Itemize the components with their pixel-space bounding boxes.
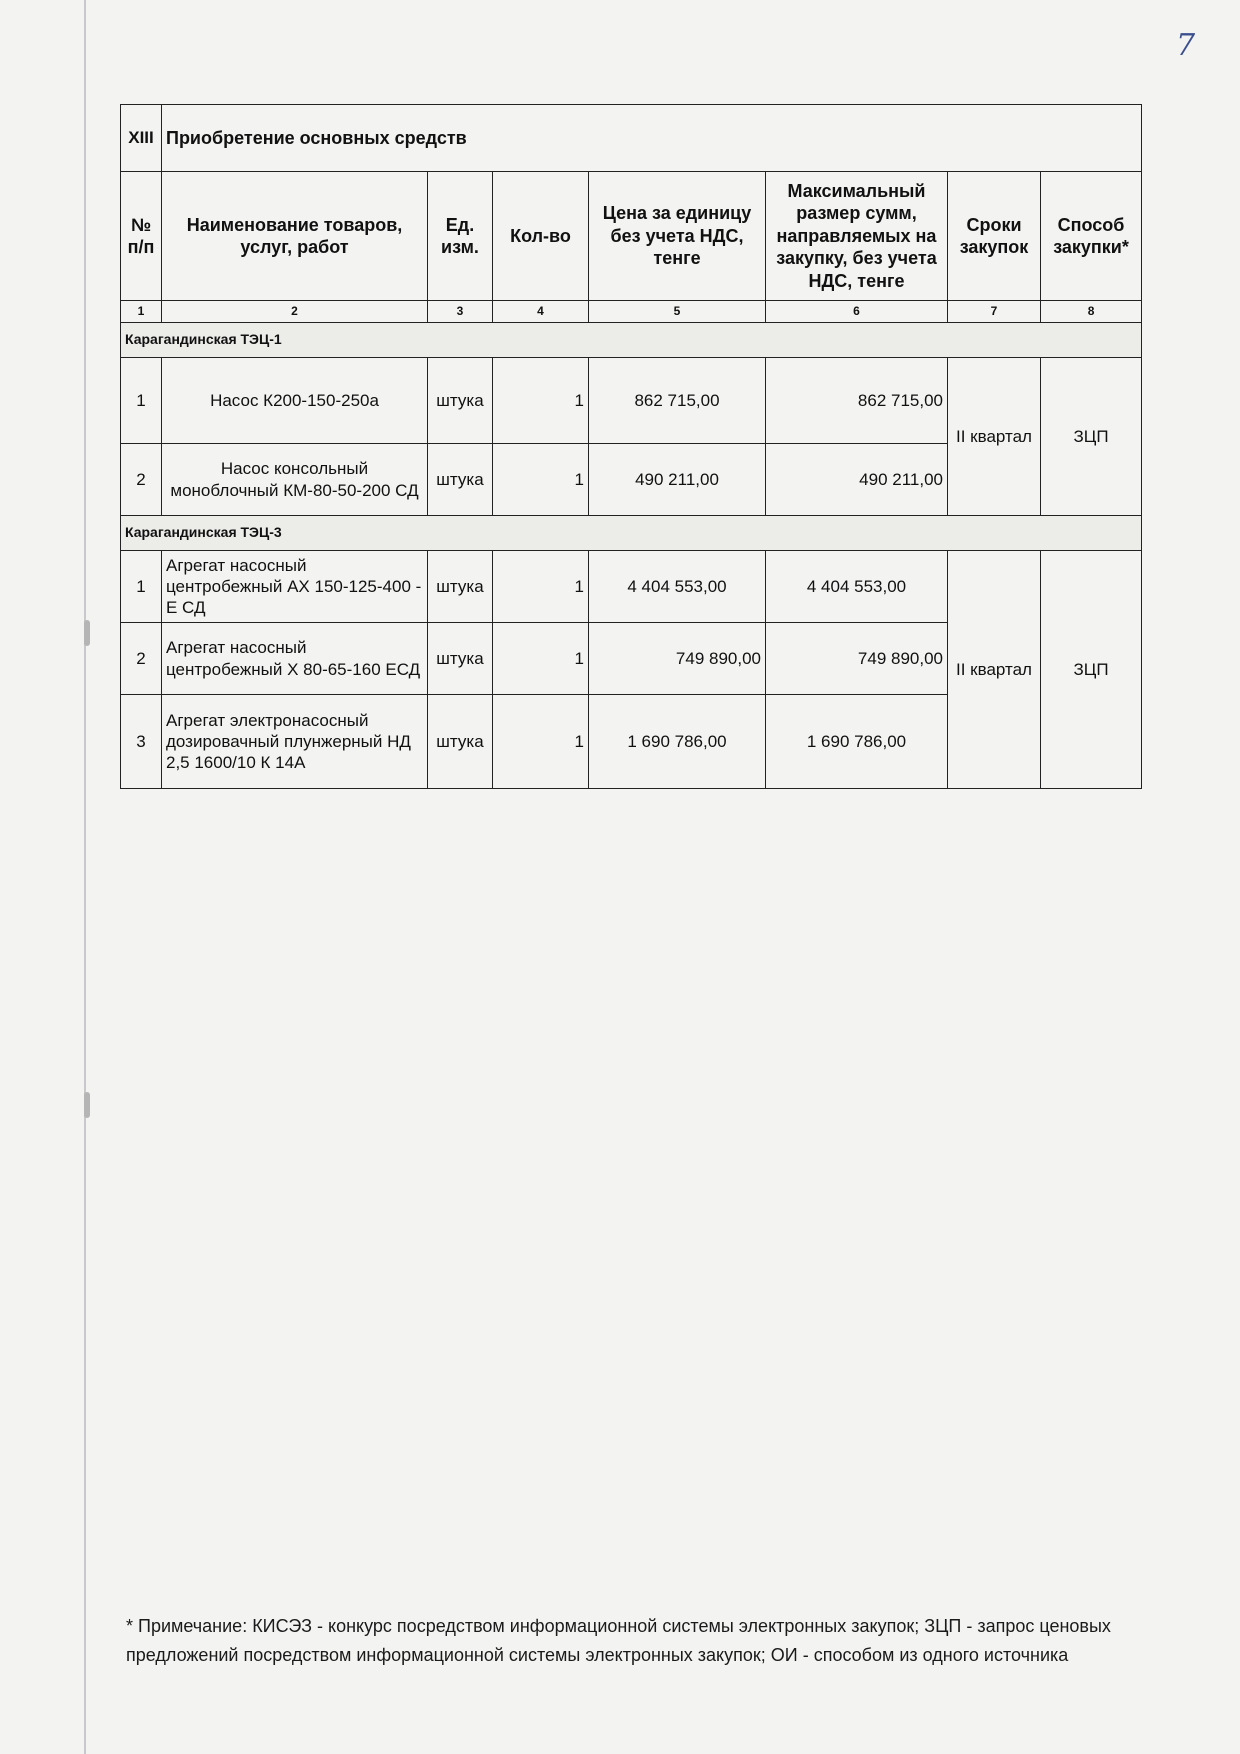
quantity: 1: [493, 551, 589, 623]
procurement-period: II квартал: [948, 358, 1041, 516]
row-number: 1: [121, 358, 162, 444]
max-sum: 4 404 553,00: [766, 551, 948, 623]
header-cell: Максимальный размер сумм, направляемых на закупку, без учета НДС, тенге: [766, 172, 948, 301]
table-row: [121, 358, 1142, 444]
header-cell: № п/п: [121, 172, 162, 301]
header-cell: Цена за единицу без учета НДС, тенге: [589, 172, 766, 301]
item-name: Агрегат насосный центробежный Х 80-65-160 ЕСД: [162, 623, 428, 695]
header-row: [121, 172, 1142, 301]
column-number-row: [121, 301, 1142, 323]
group-name: Карагандинская ТЭЦ-1: [121, 323, 1142, 358]
max-sum: 1 690 786,00: [766, 695, 948, 789]
item-name: Насос консольный моноблочный КМ-80-50-200 СД: [162, 444, 428, 516]
max-sum: 862 715,00: [766, 358, 948, 444]
row-number: 2: [121, 444, 162, 516]
column-number: 8: [1041, 301, 1142, 323]
group-name: Карагандинская ТЭЦ-3: [121, 516, 1142, 551]
max-sum: 490 211,00: [766, 444, 948, 516]
quantity: 1: [493, 695, 589, 789]
quantity: 1: [493, 623, 589, 695]
unit: штука: [428, 695, 493, 789]
row-number: 1: [121, 551, 162, 623]
unit-price: 490 211,00: [589, 444, 766, 516]
column-number: 7: [948, 301, 1041, 323]
unit-price: 862 715,00: [589, 358, 766, 444]
punch-hole: [84, 620, 90, 646]
procurement-period: II квартал: [948, 551, 1041, 789]
group-header-row: [121, 323, 1142, 358]
page-number: 7: [1176, 28, 1196, 63]
item-name: Агрегат электронасосный дозировачный плунжерный НД 2,5 1600/10 К 14А: [162, 695, 428, 789]
column-number: 6: [766, 301, 948, 323]
column-number: 2: [162, 301, 428, 323]
unit: штука: [428, 551, 493, 623]
section-code: XIII: [121, 105, 162, 172]
column-number: 1: [121, 301, 162, 323]
punch-hole: [84, 1092, 90, 1118]
procurement-table: [120, 104, 1142, 789]
group-header-row: [121, 516, 1142, 551]
item-name: Насос К200-150-250а: [162, 358, 428, 444]
section-row: [121, 105, 1142, 172]
item-name: Агрегат насосный центробежный АХ 150-125-400 - Е СД: [162, 551, 428, 623]
procurement-method: ЗЦП: [1041, 551, 1142, 789]
column-number: 4: [493, 301, 589, 323]
header-cell: Сроки закупок: [948, 172, 1041, 301]
column-number: 3: [428, 301, 493, 323]
unit-price: 749 890,00: [589, 623, 766, 695]
row-number: 3: [121, 695, 162, 789]
max-sum: 749 890,00: [766, 623, 948, 695]
unit: штука: [428, 623, 493, 695]
header-cell: Ед. изм.: [428, 172, 493, 301]
header-cell: Кол-во: [493, 172, 589, 301]
page-edge: [84, 0, 86, 1754]
section-title: Приобретение основных средств: [162, 105, 1142, 172]
footnote: * Примечание: КИСЭЗ - конкурс посредством информационной системы электронных закупок; ЗЦП - запрос ценовых предложений посредством информационной системы электронных закупок; ОИ - способом из одного источника: [126, 1616, 1111, 1665]
unit-price: 4 404 553,00: [589, 551, 766, 623]
row-number: 2: [121, 623, 162, 695]
table-row: [121, 551, 1142, 623]
unit: штука: [428, 444, 493, 516]
procurement-method: ЗЦП: [1041, 358, 1142, 516]
header-cell: Способ закупки*: [1041, 172, 1142, 301]
column-number: 5: [589, 301, 766, 323]
unit: штука: [428, 358, 493, 444]
quantity: 1: [493, 358, 589, 444]
quantity: 1: [493, 444, 589, 516]
unit-price: 1 690 786,00: [589, 695, 766, 789]
header-cell: Наименование товаров, услуг, работ: [162, 172, 428, 301]
